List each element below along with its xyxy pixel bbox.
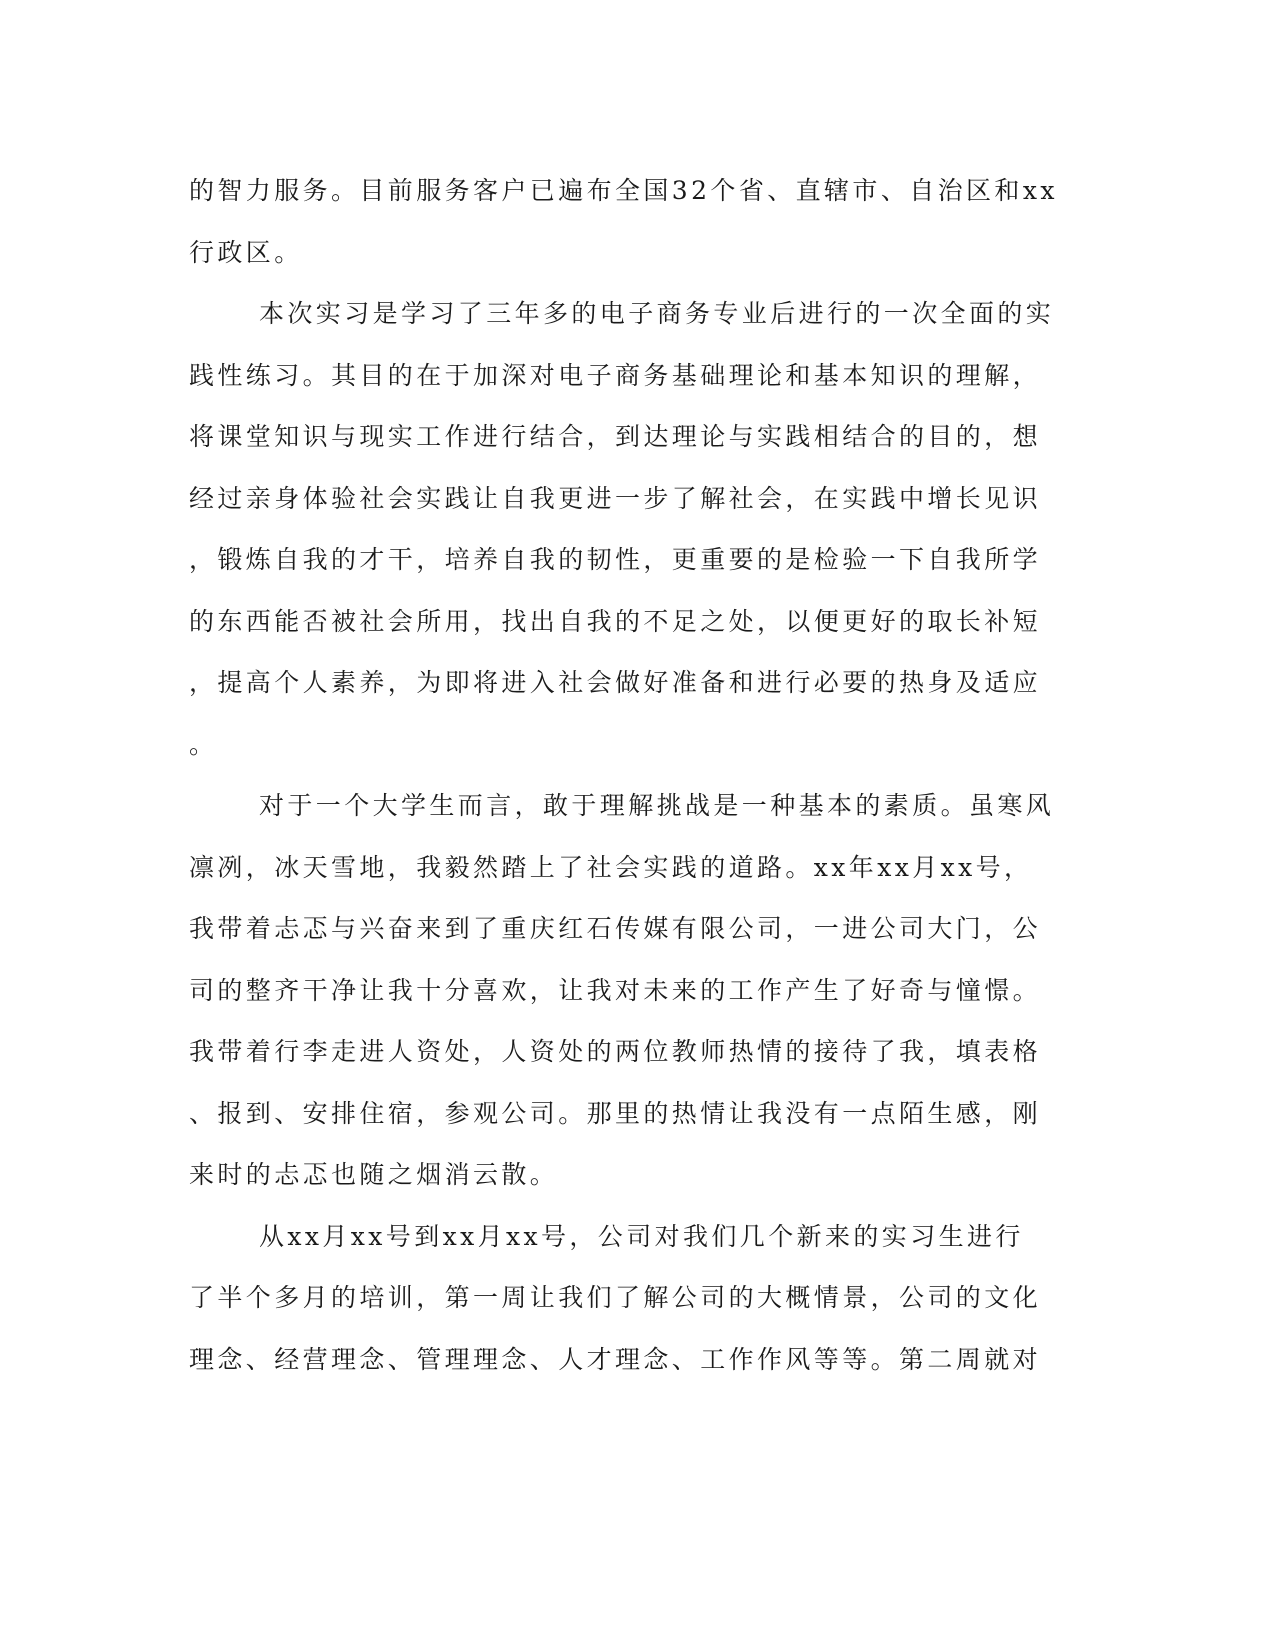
text-line: 的东西能否被社会所用，找出自我的不足之处，以便更好的取长补短	[189, 606, 1042, 636]
text-line: 我带着行李走进人资处，人资处的两位教师热情的接待了我，填表格	[189, 1037, 1042, 1066]
text-line: 经过亲身体验社会实践让自我更进一步了解社会，在实践中增长见识	[189, 483, 1042, 513]
text-line: 将课堂知识与现实工作进行结合，到达理论与实践相结合的目的，想	[189, 422, 1042, 451]
text-line: 行政区。	[189, 237, 303, 267]
paragraph-start-line: 从xx月xx号到xx月xx号，公司对我们几个新来的实习生进行	[259, 1221, 1024, 1251]
text-line: 来时的忐忑也随之烟消云散。	[189, 1160, 559, 1189]
paragraph-start-line: 对于一个大学生而言，敢于理解挑战是一种基本的素质。虽寒风	[259, 791, 1055, 820]
text-line: ，锻炼自我的才干，培养自我的韧性，更重要的是检验一下自我所学	[189, 545, 1042, 574]
text-line: 了半个多月的培训，第一周让我们了解公司的大概情景，公司的文化	[189, 1283, 1042, 1312]
text-line: 司的整齐干净让我十分喜欢，让我对未来的工作产生了好奇与憧憬。	[189, 975, 1042, 1005]
text-line: 我带着忐忑与兴奋来到了重庆红石传媒有限公司，一进公司大门，公	[189, 914, 1042, 943]
body-text	[189, 160, 1084, 1390]
text-line: 、报到、安排住宿，参观公司。那里的热情让我没有一点陌生感，刚	[189, 1098, 1042, 1128]
text-line: 。	[189, 729, 218, 759]
paragraph-start-line: 本次实习是学习了三年多的电子商务专业后进行的一次全面的实	[259, 299, 1055, 328]
text-line: 践性练习。其目的在于加深对电子商务基础理论和基本知识的理解，	[189, 360, 1042, 390]
text-line: 凛冽，冰天雪地，我毅然踏上了社会实践的道路。xx年xx月xx号，	[189, 852, 1033, 882]
text-line: 的智力服务。目前服务客户已遍布全国32个省、直辖市、自治区和xx	[189, 176, 1058, 205]
text-line: 理念、经营理念、管理理念、人才理念、工作作风等等。第二周就对	[189, 1344, 1042, 1374]
text-line: ，提高个人素养，为即将进入社会做好准备和进行必要的热身及适应	[189, 668, 1042, 697]
